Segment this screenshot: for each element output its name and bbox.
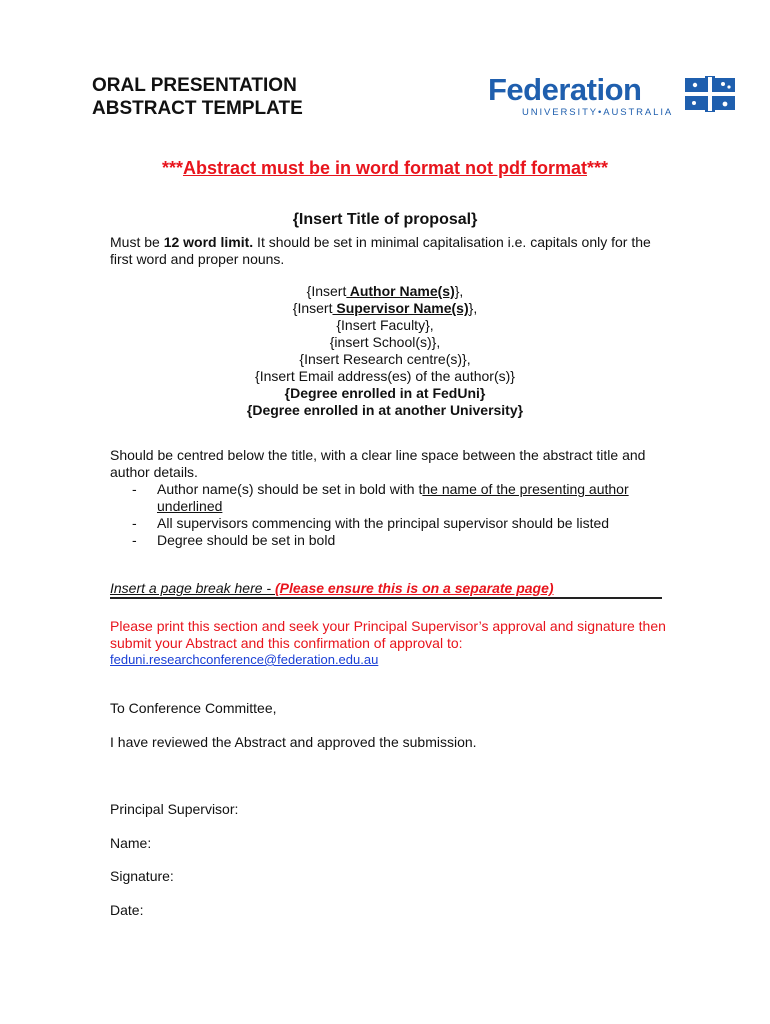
list-item <box>110 515 680 532</box>
federation-university-logo <box>488 72 740 122</box>
page-break-text: Insert a page break here - <box>110 580 275 596</box>
conference-email-link[interactable]: feduni.researchconference@federation.edu.au <box>110 652 379 667</box>
bullet-text: All supervisors commencing with the principal supervisor should be listed <box>157 515 610 531</box>
email-line: {Insert Email address(es) of the author(s)} <box>255 368 515 384</box>
list-item <box>110 481 680 515</box>
research-centre-line: {Insert Research centre(s)}, <box>299 351 471 367</box>
signature-label: Signature: <box>110 868 174 884</box>
limit-bold: 12 word limit. <box>163 234 254 250</box>
word-limit-note <box>110 234 670 268</box>
faculty-line: {Insert Faculty}, <box>336 317 434 333</box>
principal-supervisor-label: Principal Supervisor: <box>110 801 239 817</box>
warning-text: Abstract must be in word format not pdf format <box>182 158 587 178</box>
author-name-placeholder: Author Name(s) <box>346 283 455 299</box>
approval-instructions: Please print this section and seek your Principal Supervisor’s approval and signature then submit your Abstract and this confirmation of approval to: <box>110 618 666 651</box>
author-prefix: {Insert <box>306 283 347 299</box>
degree-other-line: {Degree enrolled in at another University} <box>246 402 524 418</box>
southern-cross-flag-icon <box>685 76 735 112</box>
addressee-line: To Conference Committee, <box>110 700 277 716</box>
dash-marker: - <box>132 515 137 531</box>
page-break-warning: (Please ensure this is on a separate page) <box>275 580 554 596</box>
list-item <box>110 532 680 549</box>
supervisor-suffix: }, <box>468 300 478 316</box>
warning-suffix: *** <box>587 158 609 178</box>
school-line: {insert School(s)}, <box>329 334 441 350</box>
date-label: Date: <box>110 902 144 918</box>
author-details-block <box>0 283 770 419</box>
author-line <box>0 283 770 300</box>
degree-feduni-line: {Degree enrolled in at FedUni} <box>284 385 486 401</box>
logo-subtitle: UNIVERSITY•AUSTRALIA <box>522 107 674 118</box>
page-break-note <box>110 580 662 599</box>
format-warning <box>0 158 770 179</box>
proposal-title: {Insert Title of proposal} <box>292 211 478 228</box>
author-suffix: }, <box>454 283 464 299</box>
formatting-instructions <box>110 447 680 549</box>
warning-prefix: *** <box>161 158 183 178</box>
instructions-intro: Should be centred below the title, with a clear line space between the abstract title and author details. <box>110 447 646 480</box>
supervisor-name-placeholder: Supervisor Name(s) <box>332 300 469 316</box>
supervisor-line <box>0 300 770 317</box>
bullet-text: Degree should be set in bold <box>157 532 336 548</box>
document-title <box>92 74 303 120</box>
review-statement: I have reviewed the Abstract and approved the submission. <box>110 734 477 750</box>
limit-prefix: Must be <box>110 234 164 250</box>
limit-rest: It should be set in minimal capitalisation i.e. capitals only for the first word and proper nouns. <box>110 234 651 267</box>
bullet-text: Author name(s) should be set in bold with t <box>157 481 423 497</box>
dash-marker: - <box>132 532 137 548</box>
title-line-2: ABSTRACT TEMPLATE <box>92 98 303 119</box>
logo-wordmark: Federation <box>488 72 642 107</box>
dash-marker: - <box>132 481 137 497</box>
title-line-1: ORAL PRESENTATION <box>92 75 297 96</box>
instructions-list <box>110 481 680 549</box>
supervisor-prefix: {Insert <box>292 300 333 316</box>
name-label: Name: <box>110 835 152 851</box>
bullet-underlined-text: he name of the presenting author underlined <box>157 481 629 514</box>
